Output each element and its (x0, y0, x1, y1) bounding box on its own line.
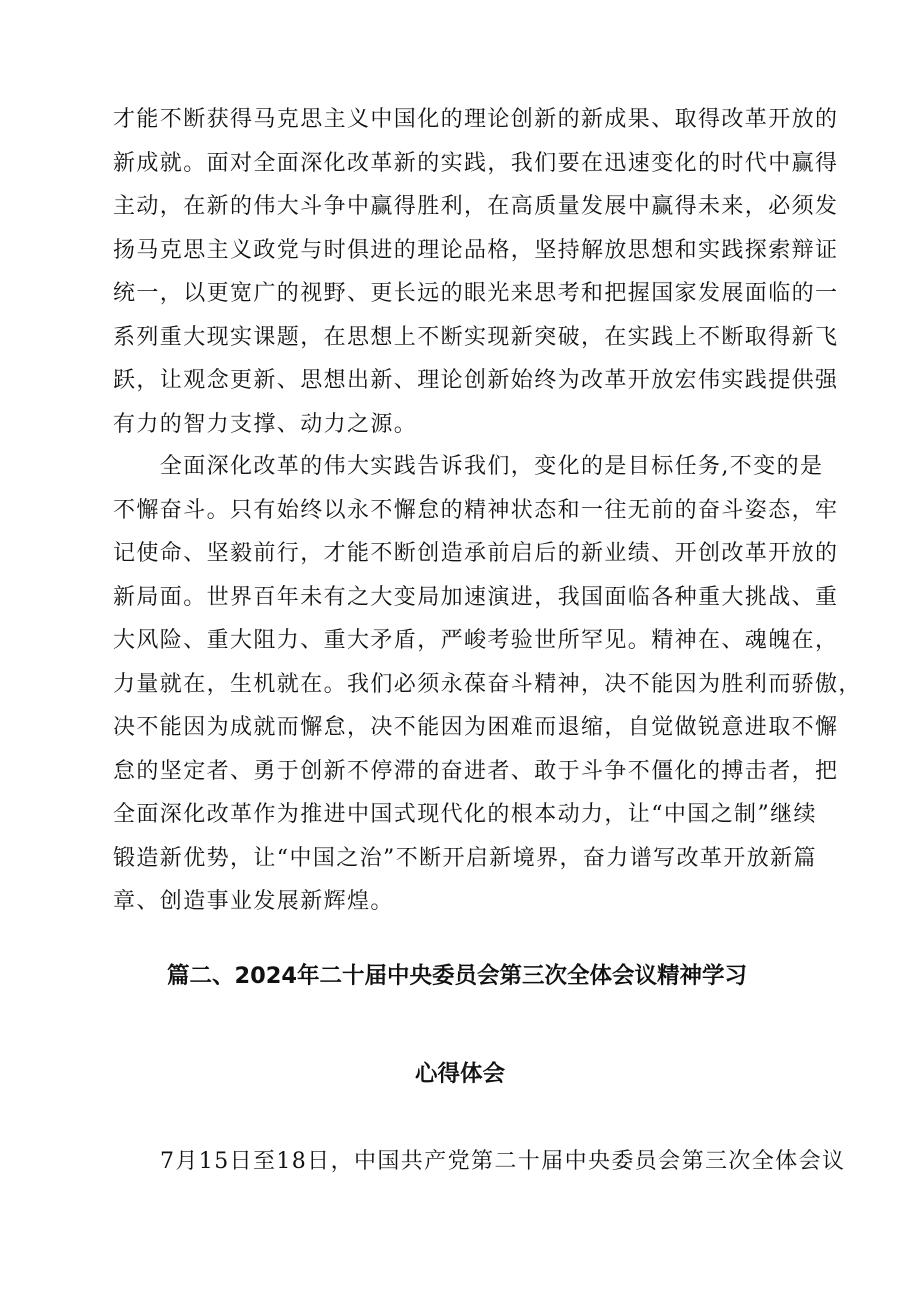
paragraph-line: 系列重大现实课题，在思想上不断实现新突破，在实践上不断取得新飞 (113, 324, 839, 350)
paragraph-line: 有力的智力支撑、动力之源。 (113, 411, 418, 437)
paragraph-line: 章、创造事业发展新辉煌。 (113, 889, 394, 914)
paragraph-line: 怠的坚定者、勇于创新不停滞的奋进者、敢于斗争不僵化的搏击者，把 (113, 758, 839, 784)
paragraph-line: 统一，以更宽广的视野、更长远的眼光来思考和把握国家发展面临的一 (113, 281, 839, 306)
body-paragraph-1 (113, 98, 843, 446)
paragraph-line: 力量就在，生机就在。我们必须永葆奋斗精神，决不能因为胜利而骄傲， (113, 671, 862, 697)
paragraph-line: 全面深化改革作为推进中国式现代化的根本动力，让“中国之制”继续 (113, 802, 817, 827)
paragraph-line: 决不能因为成就而懈怠，决不能因为困难而退缩，自觉做锐意进取不懈 (113, 715, 839, 740)
paragraph-line: 新成就。面对全面深化改革新的实践，我们要在迅速变化的时代中赢得 (113, 150, 839, 176)
paragraph-line: 新局面。世界百年未有之大变局加速演进，我国面临各种重大挑战、重 (113, 584, 839, 610)
section-heading-line-2: 心得体会 (414, 1061, 505, 1087)
paragraph-line: 全面深化改革的伟大实践告诉我们，变化的是目标任务,不变的是 (113, 454, 824, 479)
body-paragraph-3: 7月15日至18日，中国共产党第二十届中央委员会第三次全体会议 (160, 1149, 846, 1174)
paragraph-line: 不懈奋斗。只有始终以永不懈怠的精神状态和一往无前的奋斗姿态，牢 (113, 497, 839, 523)
paragraph-line: 才能不断获得马克思主义中国化的理论创新的新成果、取得改革开放的 (113, 107, 839, 132)
paragraph-line: 主动，在新的伟大斗争中赢得胜利，在高质量发展中赢得未来，必须发 (113, 194, 839, 219)
body-paragraph-2 (113, 445, 862, 924)
paragraph-line: 扬马克思主义政党与时俱进的理论品格，坚持解放思想和实践探索辩证 (113, 237, 839, 263)
paragraph-line: 锻造新优势，让“中国之治”不断开启新境界，奋力谱写改革开放新篇 (113, 845, 817, 871)
paragraph-line: 记使命、坚毅前行，才能不断创造承前启后的新业绩、开创改革开放的 (113, 541, 839, 566)
paragraph-line: 大风险、重大阻力、重大矛盾，严峻考验世所罕见。精神在、魂魄在， (113, 628, 839, 653)
paragraph-line: 跃，让观念更新、思想出新、理论创新始终为改革开放宏伟实践提供强 (113, 368, 839, 393)
section-heading-line-1: 篇二、2024年二十届中央委员会第三次全体会议精神学习 (166, 963, 748, 989)
